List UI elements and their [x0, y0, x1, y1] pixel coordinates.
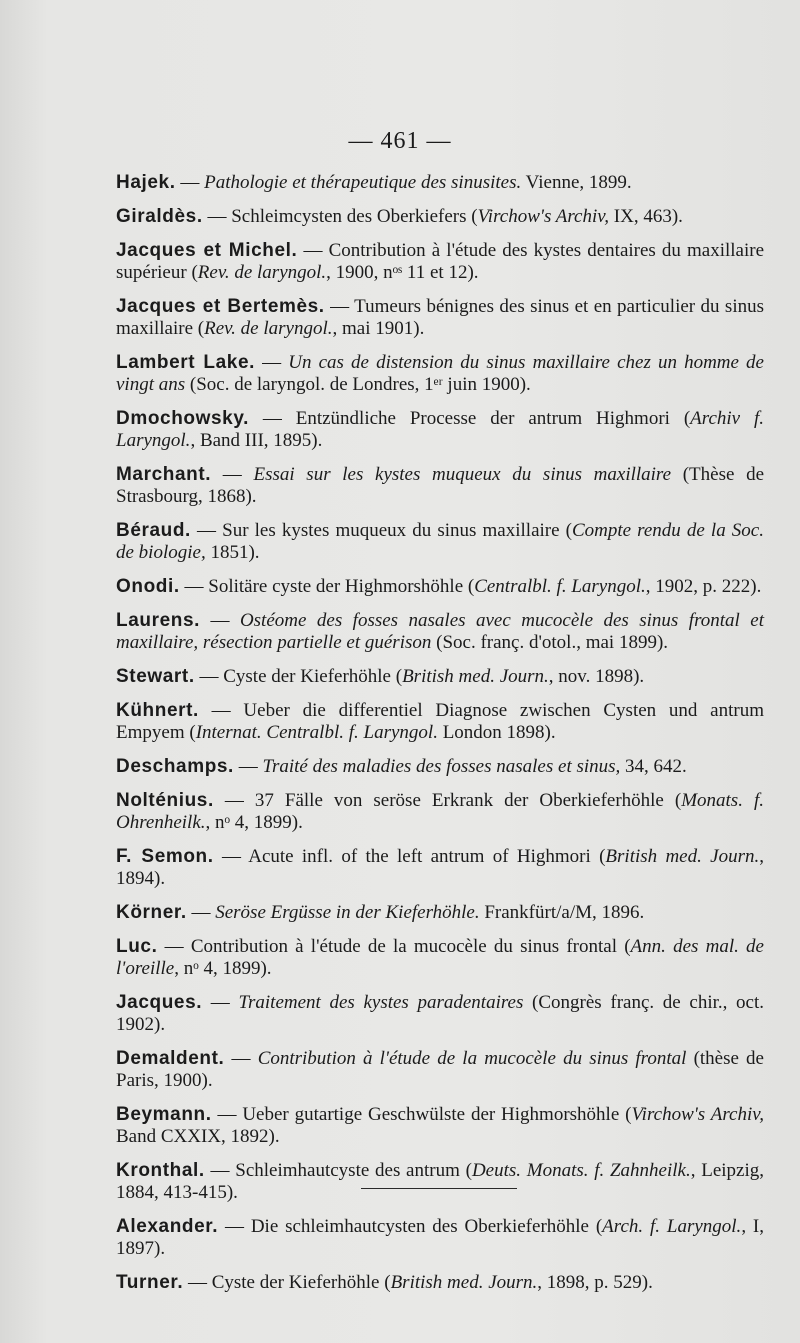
bibliography-entry [116, 902, 764, 924]
entry-text: — [211, 464, 254, 485]
bibliography-entry [116, 1104, 764, 1148]
entry-author: Luc. [116, 936, 158, 957]
entry-author: Körner. [116, 902, 187, 923]
entry-author: Alexander. [116, 1216, 219, 1237]
entry-author: Jacques et Bertemès. [116, 296, 325, 317]
entry-text: — Schleimcysten des Oberkiefers ( [202, 206, 478, 227]
entry-text: , 1902, p. 222). [645, 576, 762, 597]
entry-text: — Ueber die differentiel Diagnose zwischen Cysten und antrum Empyem ( [116, 700, 764, 743]
entry-title-italic: Ostéome des fosses nasales avec mucocèle des sinus frontal et maxillaire, résection partielle et guérison [116, 610, 764, 653]
entry-text: — Ueber gutartige Geschwülste der Highmorshöhle ( [211, 1104, 632, 1125]
entry-title-italic: Pathologie et thérapeutique des sinusites. [204, 172, 522, 193]
entry-author: Jacques et Michel. [116, 240, 298, 261]
bibliography-entry [116, 576, 764, 598]
entry-text: — Acute infl. of the left antrum of Highmori ( [213, 846, 606, 867]
bibliography-entry [116, 1160, 764, 1204]
entry-author: Jacques. [116, 992, 203, 1013]
entry-text: — Schleimhautcyste des antrum ( [204, 1160, 472, 1181]
entry-author: Hajek. [116, 172, 176, 193]
entry-text: — Tumeurs bénignes des sinus et en particulier du sinus maxillaire ( [116, 296, 764, 339]
entry-text: Frankfürt/a/M, 1896. [479, 902, 645, 923]
page-number: — 461 — [348, 128, 452, 154]
entry-author: Laurens. [116, 610, 200, 631]
entry-author: Stewart. [116, 666, 195, 687]
bibliography-entry [116, 1048, 764, 1092]
entry-text: London 1898). [437, 722, 556, 743]
bibliography-entry [116, 936, 764, 980]
entry-title-italic: Compte rendu de la Soc. de biologie, [116, 520, 764, 563]
entry-text: 1851). [205, 542, 260, 563]
bibliography-entry [116, 846, 764, 890]
entry-text: (Soc. franç. d'otol., mai 1899). [431, 632, 669, 653]
end-rule [361, 1188, 517, 1189]
entry-title-italic: Rev. de laryngol. [197, 262, 327, 283]
entry-text: — Entzündliche Processe der antrum Highmori ( [248, 408, 691, 429]
entry-author: Lambert Lake. [116, 352, 255, 373]
bibliography-entry [116, 756, 764, 778]
entry-title-italic: Seröse Ergüsse in der Kieferhöhle. [215, 902, 480, 923]
entry-title-italic: Centralbl. f. Laryngol. [474, 576, 646, 597]
entry-text: — 37 Fälle von seröse Erkrank der Oberkieferhöhle ( [213, 790, 682, 811]
entry-title-italic: British med. Journ. [402, 666, 549, 687]
entry-text: , Band III, 1895). [190, 430, 323, 451]
bibliography-entry [116, 408, 764, 452]
bibliography-entry [116, 610, 764, 654]
bibliography-entry [116, 352, 764, 396]
entry-title-italic: Virchow's Archiv, [477, 206, 610, 227]
bibliography-list [116, 172, 764, 1306]
entry-text: , nᵒ 4, 1899). [174, 958, 272, 979]
entry-text: , Leipzig, 1884, 413-415). [116, 1160, 764, 1203]
entry-title-italic: Traitement des kystes paradentaires [238, 992, 524, 1013]
bibliography-entry [116, 1272, 764, 1294]
bibliography-entry [116, 206, 764, 228]
entry-text: (thèse de Paris, 1900). [116, 1048, 764, 1091]
entry-text: (Congrès franç. de chir., oct. 1902). [116, 992, 765, 1035]
entry-text: — [202, 992, 239, 1013]
entry-text: — Cyste der Kieferhöhle ( [183, 1272, 391, 1293]
entry-title-italic: Un cas de distension du sinus maxillaire chez un homme de vingt ans [116, 352, 764, 395]
entry-author: Turner. [116, 1272, 184, 1293]
entry-title-italic: Contribution à l'étude de la mucocèle du sinus frontal [257, 1048, 687, 1069]
entry-author: Beymann. [116, 1104, 212, 1125]
entry-text: — [224, 1048, 258, 1069]
entry-author: Giraldès. [116, 206, 203, 227]
entry-text: , mai 1901). [332, 318, 425, 339]
entry-text: IX, 463). [609, 206, 683, 227]
entry-title-italic: Essai sur les kystes muqueux du sinus maxillaire [253, 464, 672, 485]
bibliography-entry [116, 296, 764, 340]
bibliography-entry [116, 666, 764, 688]
entry-text: — [255, 352, 289, 373]
entry-text: — Cyste der Kieferhöhle ( [194, 666, 403, 687]
entry-author: Béraud. [116, 520, 191, 541]
entry-title-italic: Virchow's Archiv, [631, 1104, 764, 1125]
bibliography-entry [116, 992, 764, 1036]
entry-text: — [233, 756, 263, 777]
entry-author: Kronthal. [116, 1160, 205, 1181]
entry-author: Onodi. [116, 576, 180, 597]
entry-text: — [200, 610, 240, 631]
entry-title-italic: Archiv f. Laryngol. [116, 408, 765, 451]
entry-text: , I, 1897). [116, 1216, 764, 1259]
entry-text: , 1894). [116, 846, 765, 889]
entry-text: , nᵒ 4, 1899). [205, 812, 303, 833]
entry-text: — Solitäre cyste der Highmorshöhle ( [179, 576, 475, 597]
entry-author: Dmochowsky. [116, 408, 249, 429]
bibliography-entry [116, 790, 764, 834]
entry-author: Marchant. [116, 464, 212, 485]
entry-title-italic: Arch. f. Laryngol. [602, 1216, 742, 1237]
entry-text: , 1898, p. 529). [537, 1272, 653, 1293]
entry-text: — Contribution à l'étude des kystes dentaires du maxillaire supérieur ( [116, 240, 765, 283]
entry-text: — Die schleimhautcysten des Oberkieferhöhle ( [218, 1216, 603, 1237]
entry-title-italic: Deuts. Monats. f. Zahnheilk. [471, 1160, 691, 1181]
entry-title-italic: Rev. de laryngol. [204, 318, 333, 339]
entry-title-italic: Traité des maladies des fosses nasales et sinus, [262, 756, 621, 777]
bibliography-entry [116, 172, 764, 194]
entry-author: F. Semon. [116, 846, 214, 867]
entry-text: (Soc. de laryngol. de Londres, 1ᵉʳ juin 1900). [185, 374, 531, 395]
bibliography-entry [116, 464, 764, 508]
bibliography-entry [116, 240, 764, 284]
bibliography-entry [116, 520, 764, 564]
entry-text: — Contribution à l'étude de la mucocèle du sinus frontal ( [157, 936, 631, 957]
entry-title-italic: British med. Journ. [390, 1272, 538, 1293]
bibliography-entry [116, 700, 764, 744]
entry-text: (Thèse de Strasbourg, 1868). [116, 464, 765, 507]
entry-author: Nolténius. [116, 790, 214, 811]
entry-title-italic: Internat. Centralbl. f. Laryngol. [195, 722, 438, 743]
entry-text: Vienne, 1899. [521, 172, 632, 193]
entry-title-italic: British med. Journ. [605, 846, 760, 867]
entry-author: Deschamps. [116, 756, 234, 777]
entry-text: , nov. 1898). [548, 666, 645, 687]
entry-author: Kühnert. [116, 700, 199, 721]
bibliography-entry [116, 1216, 764, 1260]
entry-title-italic: Monats. f. Ohrenheilk. [116, 790, 764, 833]
entry-text: 34, 642. [620, 756, 687, 777]
entry-text: Band CXXIX, 1892). [116, 1126, 280, 1147]
entry-title-italic: Ann. des mal. de l'oreille [116, 936, 764, 979]
entry-text: — Sur les kystes muqueux du sinus maxillaire ( [190, 520, 572, 541]
entry-text: , 1900, nᵒˢ 11 et 12). [326, 262, 479, 283]
entry-text: — [175, 172, 205, 193]
entry-text: — [186, 902, 216, 923]
entry-author: Demaldent. [116, 1048, 225, 1069]
